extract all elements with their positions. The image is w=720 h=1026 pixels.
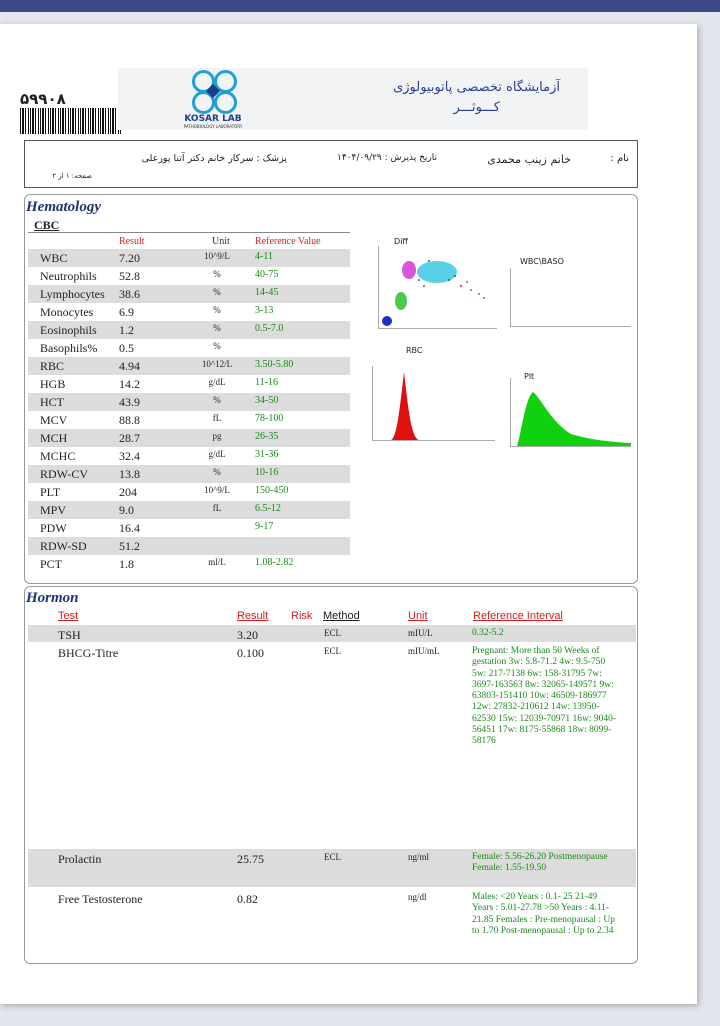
plt-plot-label: Plt xyxy=(524,372,535,381)
cbc-reference: 9-17 xyxy=(255,521,274,532)
cbc-reference: 31-36 xyxy=(255,449,279,460)
cbc-reference: 11-16 xyxy=(255,377,278,388)
cbc-row xyxy=(28,501,350,519)
name-label: نام : xyxy=(610,153,629,164)
hormon-reference: Males: <20 Years : 0.1- 25 21-49 Years : 5.01-27.78 >50 Years : 4.11-21.85 Females : Pre-menopausal : Up to 1.70 Post-menopausal : Up to 2.34 xyxy=(472,892,616,936)
wbc-baso-plot-label: WBC\BASO xyxy=(520,257,564,266)
hormon-row xyxy=(28,849,636,887)
cbc-unit: ml/L xyxy=(208,557,226,567)
cbc-unit: g/dL xyxy=(208,449,226,459)
cbc-test-name: HGB xyxy=(40,377,66,391)
cbc-header-reference: Reference Value xyxy=(255,236,321,247)
cbc-test-name: Neutrophils xyxy=(40,269,97,283)
hormon-row xyxy=(28,625,636,642)
cbc-test-name: HCT xyxy=(40,395,64,409)
cbc-row xyxy=(28,483,350,501)
cbc-result: 88.8 xyxy=(119,413,140,427)
cbc-unit: pg xyxy=(212,431,222,441)
logo-text: KOSAR LAB xyxy=(184,114,242,124)
cbc-row xyxy=(28,321,350,339)
hormon-unit: ng/dl xyxy=(408,892,427,902)
lab-name-line1: آزمایشگاه تخصصی پاتوبیولوژی xyxy=(393,80,560,95)
cbc-result: 1.8 xyxy=(119,557,134,571)
cbc-unit: % xyxy=(213,341,221,351)
cbc-unit: fL xyxy=(212,413,222,423)
page-number: صفحه: ۱ از ۲ xyxy=(52,172,92,180)
hormon-test-name: BHCG-Titre xyxy=(58,646,119,660)
cbc-test-name: RDW-CV xyxy=(40,467,88,481)
hormon-result: 0.100 xyxy=(237,646,264,660)
hormon-reference: Female: 5.56-26.20 Postmenopause Female: 1.55-19.50 xyxy=(472,852,608,874)
hormon-test-name: Prolactin xyxy=(58,852,102,866)
hormon-method: ECL xyxy=(324,646,341,656)
cbc-test-name: PDW xyxy=(40,521,67,535)
plt-histogram-svg xyxy=(511,378,631,446)
cbc-reference: 78-100 xyxy=(255,413,284,424)
cbc-row xyxy=(28,375,350,393)
cbc-row xyxy=(28,267,350,285)
logo-subtitle: PATHOBIOLOGY LABORATORY xyxy=(183,124,243,129)
doctor-name: پزشک : سرکار خانم دکتر آتنا پورعلی xyxy=(141,153,287,164)
hormon-header-result: Result xyxy=(237,610,269,622)
kosar-lab-logo xyxy=(168,70,258,128)
cbc-unit: % xyxy=(213,269,221,279)
cbc-reference: 6.5-12 xyxy=(255,503,281,514)
hormon-header-method: Method xyxy=(323,610,360,622)
cbc-result: 13.8 xyxy=(119,467,140,481)
cbc-unit: % xyxy=(213,287,221,297)
cbc-row xyxy=(28,393,350,411)
hormon-unit: mIU/mL xyxy=(408,646,440,656)
cbc-unit: 10^9/L xyxy=(204,485,230,495)
cbc-row xyxy=(28,411,350,429)
hormon-title: Hormon xyxy=(26,590,79,606)
wbc-baso-plot xyxy=(510,268,631,327)
rbc-histogram-svg xyxy=(373,366,495,440)
cbc-test-name: Eosinophils xyxy=(40,323,97,337)
cbc-header-result: Result xyxy=(119,236,145,247)
diff-scatter-plot xyxy=(378,246,497,329)
cbc-unit: % xyxy=(213,467,221,477)
cbc-header-unit: Unit xyxy=(212,236,230,247)
cbc-test-name: Lymphocytes xyxy=(40,287,105,301)
hormon-unit: mIU/L xyxy=(408,628,433,638)
cbc-unit: 10^9/L xyxy=(204,251,230,261)
cbc-row xyxy=(28,429,350,447)
cbc-reference: 0.5-7.0 xyxy=(255,323,284,334)
hormon-header-risk: Risk xyxy=(291,610,313,622)
cbc-result: 43.9 xyxy=(119,395,140,409)
top-edge-bar xyxy=(0,0,720,12)
cbc-reference: 3.50-5.80 xyxy=(255,359,294,370)
hormon-unit: ng/ml xyxy=(408,852,430,862)
cbc-reference: 4-11 xyxy=(255,251,273,262)
cbc-row xyxy=(28,537,350,555)
patient-info-box xyxy=(24,140,638,188)
cbc-row xyxy=(28,339,350,357)
cbc-row xyxy=(28,465,350,483)
hormon-result: 0.82 xyxy=(237,892,258,906)
hormon-reference: Pregnant: More than 50 Weeks of gestation 3w: 5.8-71.2 4w: 9.5-750 5w: 217-7138 6w: 158-31795 7w: 3697-163563 8w: 32065-149571 9w: 63803-151410 10w: 46509-186977 12w: 27832-210612 14w: 13950-62530 15w: 12039-70971 16w: 9040-56451 17w: 8175-55868 18w: 8099-58176 xyxy=(472,646,617,747)
cbc-unit: % xyxy=(213,395,221,405)
cbc-test-name: WBC xyxy=(40,251,68,265)
cbc-test-name: MCHC xyxy=(40,449,76,463)
cbc-row xyxy=(28,249,350,267)
hormon-result: 25.75 xyxy=(237,852,264,866)
cbc-result: 1.2 xyxy=(119,323,134,337)
cbc-unit: fL xyxy=(212,503,222,513)
cbc-test-name: MCV xyxy=(40,413,68,427)
cbc-result: 0.5 xyxy=(119,341,134,355)
cbc-row xyxy=(28,555,350,573)
cbc-test-name: RBC xyxy=(40,359,65,373)
cbc-result: 9.0 xyxy=(119,503,134,517)
cbc-result: 38.6 xyxy=(119,287,140,301)
hormon-reference: 0.32-5.2 xyxy=(472,628,504,638)
cbc-row xyxy=(28,357,350,375)
cbc-divider xyxy=(28,232,350,233)
admission-date: تاریخ پذیرش : ۱۴۰۴/۰۹/۲۹ xyxy=(337,153,437,163)
diff-scatter-svg xyxy=(379,246,497,328)
cbc-test-name: MPV xyxy=(40,503,67,517)
cbc-reference: 150-450 xyxy=(255,485,289,496)
cbc-title: CBC xyxy=(34,218,60,232)
cbc-row xyxy=(28,303,350,321)
cbc-reference: 40-75 xyxy=(255,269,279,280)
cbc-test-name: Basophils% xyxy=(40,341,98,355)
cbc-unit: % xyxy=(213,305,221,315)
hormon-test-name: Free Testosterone xyxy=(58,892,143,906)
patient-name: خانم زینب محمدی xyxy=(487,153,571,166)
cbc-result: 7.20 xyxy=(119,251,140,265)
cbc-reference: 34-50 xyxy=(255,395,279,406)
cbc-reference: 10-16 xyxy=(255,467,279,478)
cbc-result: 16.4 xyxy=(119,521,140,535)
rbc-plot-label: RBC xyxy=(406,346,423,355)
diff-plot-label: Diff xyxy=(394,237,408,246)
cbc-reference: 3-13 xyxy=(255,305,274,316)
plt-histogram xyxy=(510,378,631,447)
hormon-header-unit: Unit xyxy=(408,610,428,622)
rbc-histogram xyxy=(372,366,495,441)
cbc-row xyxy=(28,519,350,537)
hormon-row xyxy=(28,643,636,849)
hormon-header-reference: Reference Interval xyxy=(473,610,563,622)
patient-code: ۵۹۹۰۸ xyxy=(20,90,66,108)
cbc-reference: 14-45 xyxy=(255,287,279,298)
barcode xyxy=(20,108,122,134)
cbc-result: 32.4 xyxy=(119,449,140,463)
cbc-result: 204 xyxy=(119,485,137,499)
cbc-result: 14.2 xyxy=(119,377,140,391)
cbc-reference: 26-35 xyxy=(255,431,279,442)
cbc-unit: g/dL xyxy=(208,377,226,387)
lab-name xyxy=(300,78,560,118)
cbc-reference: 1.08-2.82 xyxy=(255,557,294,568)
cbc-test-name: Monocytes xyxy=(40,305,94,319)
cbc-row xyxy=(28,447,350,465)
cbc-result: 6.9 xyxy=(119,305,134,319)
cbc-result: 4.94 xyxy=(119,359,140,373)
hematology-title: Hematology xyxy=(26,199,101,215)
hormon-row xyxy=(28,889,636,957)
hormon-method: ECL xyxy=(324,628,341,638)
cbc-test-name: PLT xyxy=(40,485,61,499)
hormon-test-name: TSH xyxy=(58,628,81,642)
cbc-test-name: PCT xyxy=(40,557,63,571)
cbc-test-name: MCH xyxy=(40,431,68,445)
cbc-result: 51.2 xyxy=(119,539,140,553)
lab-name-line2: کـــوثـــر xyxy=(453,100,500,115)
cbc-result: 52.8 xyxy=(119,269,140,283)
cbc-row xyxy=(28,285,350,303)
cbc-unit: % xyxy=(213,323,221,333)
hormon-header-test: Test xyxy=(58,610,79,622)
cbc-test-name: RDW-SD xyxy=(40,539,87,553)
cbc-unit: 10^12/L xyxy=(201,359,233,369)
hormon-method: ECL xyxy=(324,852,341,862)
hormon-result: 3.20 xyxy=(237,628,258,642)
cbc-result: 28.7 xyxy=(119,431,140,445)
